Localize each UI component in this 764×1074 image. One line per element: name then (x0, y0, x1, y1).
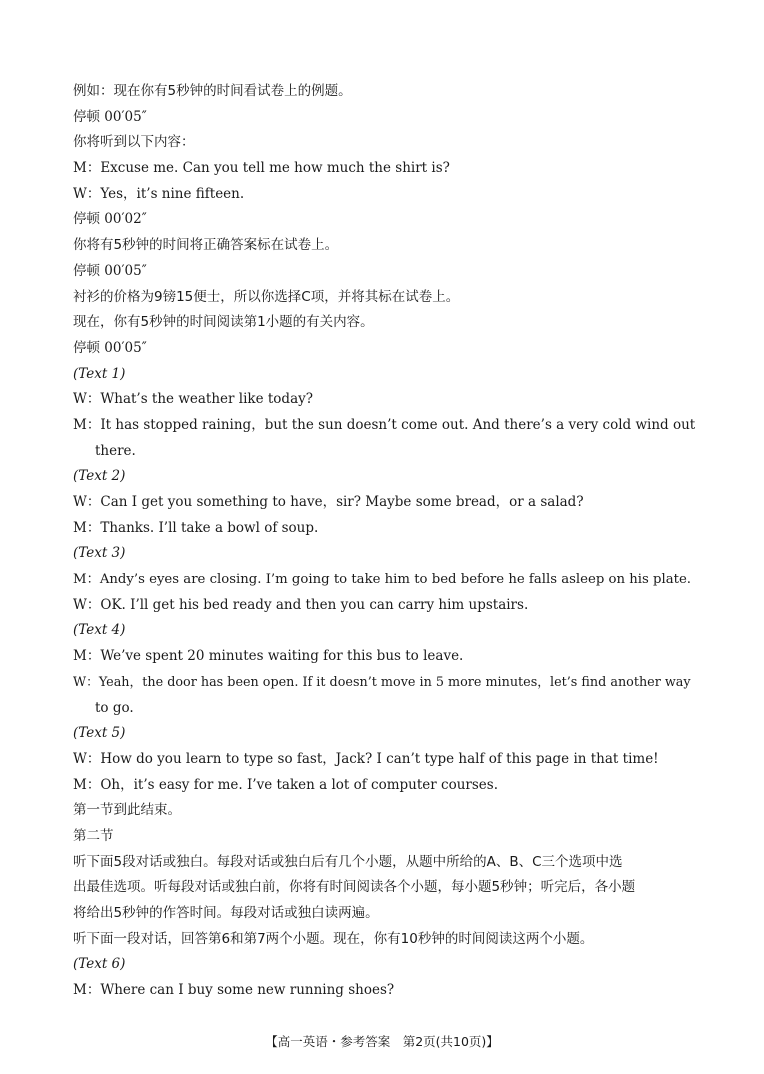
instruction-line: 将给出5秒钟的作答时间。每段对话或独白读两遍。 (73, 905, 379, 921)
instruction-line: 现在，你有5秒钟的时间阅读第1小题的有关内容。 (73, 314, 374, 331)
instruction-line: 你将有5秒钟的时间将正确答案标在试卷上。 (73, 237, 339, 254)
dialogue-line: M：It has stopped raining，but the sun doesn’t come out. And there’s a very cold wind out (73, 416, 696, 433)
instruction-line: 出最佳选项。听每段对话或独白前，你将有时间阅读各个小题，每小题5秒钟；听完后，各小题 (73, 879, 636, 896)
instruction-line: 听下面一段对话，回答第6和第7两个小题。现在，你有10秒钟的时间阅读这两个小题。 (73, 930, 594, 947)
dialogue-line: M：Thanks. I’ll take a bowl of soup. (73, 519, 319, 536)
dialogue-line: W：OK. I’ll get his bed ready and then you can carry him upstairs. (73, 596, 529, 613)
pause-marker: 停顿 00′05″ (73, 262, 147, 279)
dialogue-continuation: there. (95, 442, 136, 459)
instruction-line: 听下面5段对话或独白。每段对话或独白后有几个小题，从题中所给的A、B、C三个选项中选 (73, 853, 623, 870)
example-instruction: 例如：现在你有5秒钟的时间看试卷上的例题。 (73, 83, 352, 99)
instruction-line: 你将听到以下内容： (73, 134, 195, 151)
section-end: 第一节到此结束。 (73, 802, 181, 819)
dialogue-line: W：How do you learn to type so fast，Jack? I can’t type half of this page in that time! (73, 750, 659, 767)
dialogue-line: M：We’ve spent 20 minutes waiting for this bus to leave. (73, 648, 464, 665)
text-label: (Text 1) (73, 365, 126, 382)
dialogue-line: W：Yes，it’s nine fifteen. (73, 185, 245, 202)
dialogue-line: W：Can I get you something to have，sir? Maybe some bread，or a salad? (73, 494, 584, 510)
dialogue-line: M：Where can I buy some new running shoes? (73, 982, 395, 999)
dialogue-continuation: to go. (95, 699, 134, 716)
dialogue-line: M：Oh，it’s easy for me. I’ve taken a lot of computer courses. (73, 776, 498, 793)
text-label: (Text 2) (73, 468, 126, 485)
text-label: (Text 3) (73, 545, 126, 562)
instruction-line: 衬衫的价格为9镑15便士，所以你选择C项，并将其标在试卷上。 (73, 288, 460, 305)
dialogue-line: W：What’s the weather like today? (73, 391, 313, 408)
text-label: (Text 4) (73, 622, 126, 639)
dialogue-line: M：Excuse me. Can you tell me how much the shirt is? (73, 160, 450, 177)
page-footer: 【高一英语・参考答案 第2页(共10页)】 (265, 1034, 499, 1049)
dialogue-line: W：Yeah，the door has been open. If it doesn’t move in 5 more minutes，let’s find another way (73, 674, 691, 690)
text-label: (Text 6) (73, 956, 126, 973)
pause-marker: 停顿 00′05″ (73, 108, 147, 125)
text-label: (Text 5) (73, 725, 126, 742)
listening-script (73, 79, 697, 1004)
section-heading: 第二节 (73, 827, 114, 844)
pause-marker: 停顿 00′02″ (73, 211, 147, 228)
dialogue-line: M：Andy’s eyes are closing. I’m going to take him to bed before he falls asleep on his plate. (73, 572, 692, 588)
pause-marker: 停顿 00′05″ (73, 339, 147, 356)
